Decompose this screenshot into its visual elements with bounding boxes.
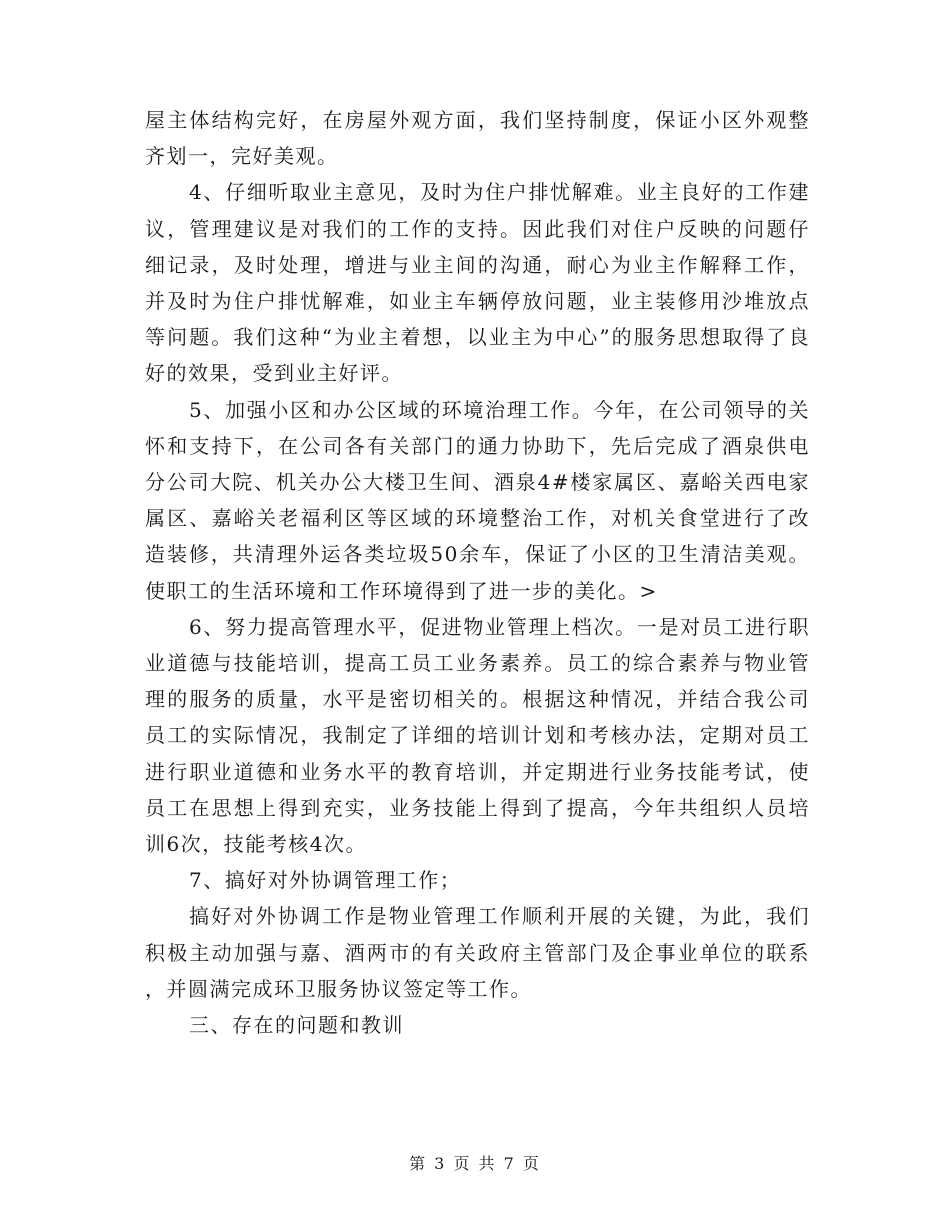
paragraph-item-5: 5、加强小区和办公区域的环境治理工作。今年，在公司领导的关怀和支持下，在公司各有关部门的通力协助下，先后完成了酒泉供电分公司大院、机关办公大楼卫生间、酒泉4#楼家属区、嘉峪关西电家属区、嘉峪关老福利区等区域的环境整治工作，对机关食堂进行了改造装修，共清理外运各类垃圾50余车，保证了小区的卫生清洁美观。使职工的生活环境和工作环境得到了进一步的美化。> [145, 397, 810, 603]
page-number-footer: 第 3 页 共 7 页 [409, 1154, 541, 1173]
section-heading-problems: 三、存在的问题和教训 [189, 1013, 404, 1038]
paragraph-item-7-heading: 7、搞好对外协调管理工作； [189, 868, 462, 893]
paragraph-item-7-body: 搞好对外协调工作是物业管理工作顺利开展的关键，为此，我们积极主动加强与嘉、酒两市的有关政府主管部门及企事业单位的联系，并圆满完成环卫服务协议签定等工作。 [145, 904, 810, 1001]
paragraph-continuation: 屋主体结构完好，在房屋外观方面，我们坚持制度，保证小区外观整齐划一，完好美观。 [145, 108, 810, 169]
paragraph-item-6: 6、努力提高管理水平，促进物业管理上档次。一是对员工进行职业道德与技能培训，提高工员工业务素养。员工的综合素养与物业管理的服务的质量，水平是密切相关的。根据这种情况，并结合我公司员工的实际情况，我制定了详细的培训计划和考核办法，定期对员工进行职业道德和业务水平的教育培训，并定期进行业务技能考试，使员工在思想上得到充实，业务技能上得到了提高，今年共组织人员培训6次，技能考核4次。 [145, 614, 810, 857]
paragraph-item-4: 4、仔细听取业主意见，及时为住户排忧解难。业主良好的工作建议，管理建议是对我们的工作的支持。因此我们对住户反映的问题仔细记录，及时处理，增进与业主间的沟通，耐心为业主作解释工作，并及时为住户排忧解难，如业主车辆停放问题，业主装修用沙堆放点等问题。我们这种“为业主着想，以业主为中心”的服务思想取得了良好的效果，受到业主好评。 [145, 180, 810, 386]
document-body [145, 102, 810, 1043]
